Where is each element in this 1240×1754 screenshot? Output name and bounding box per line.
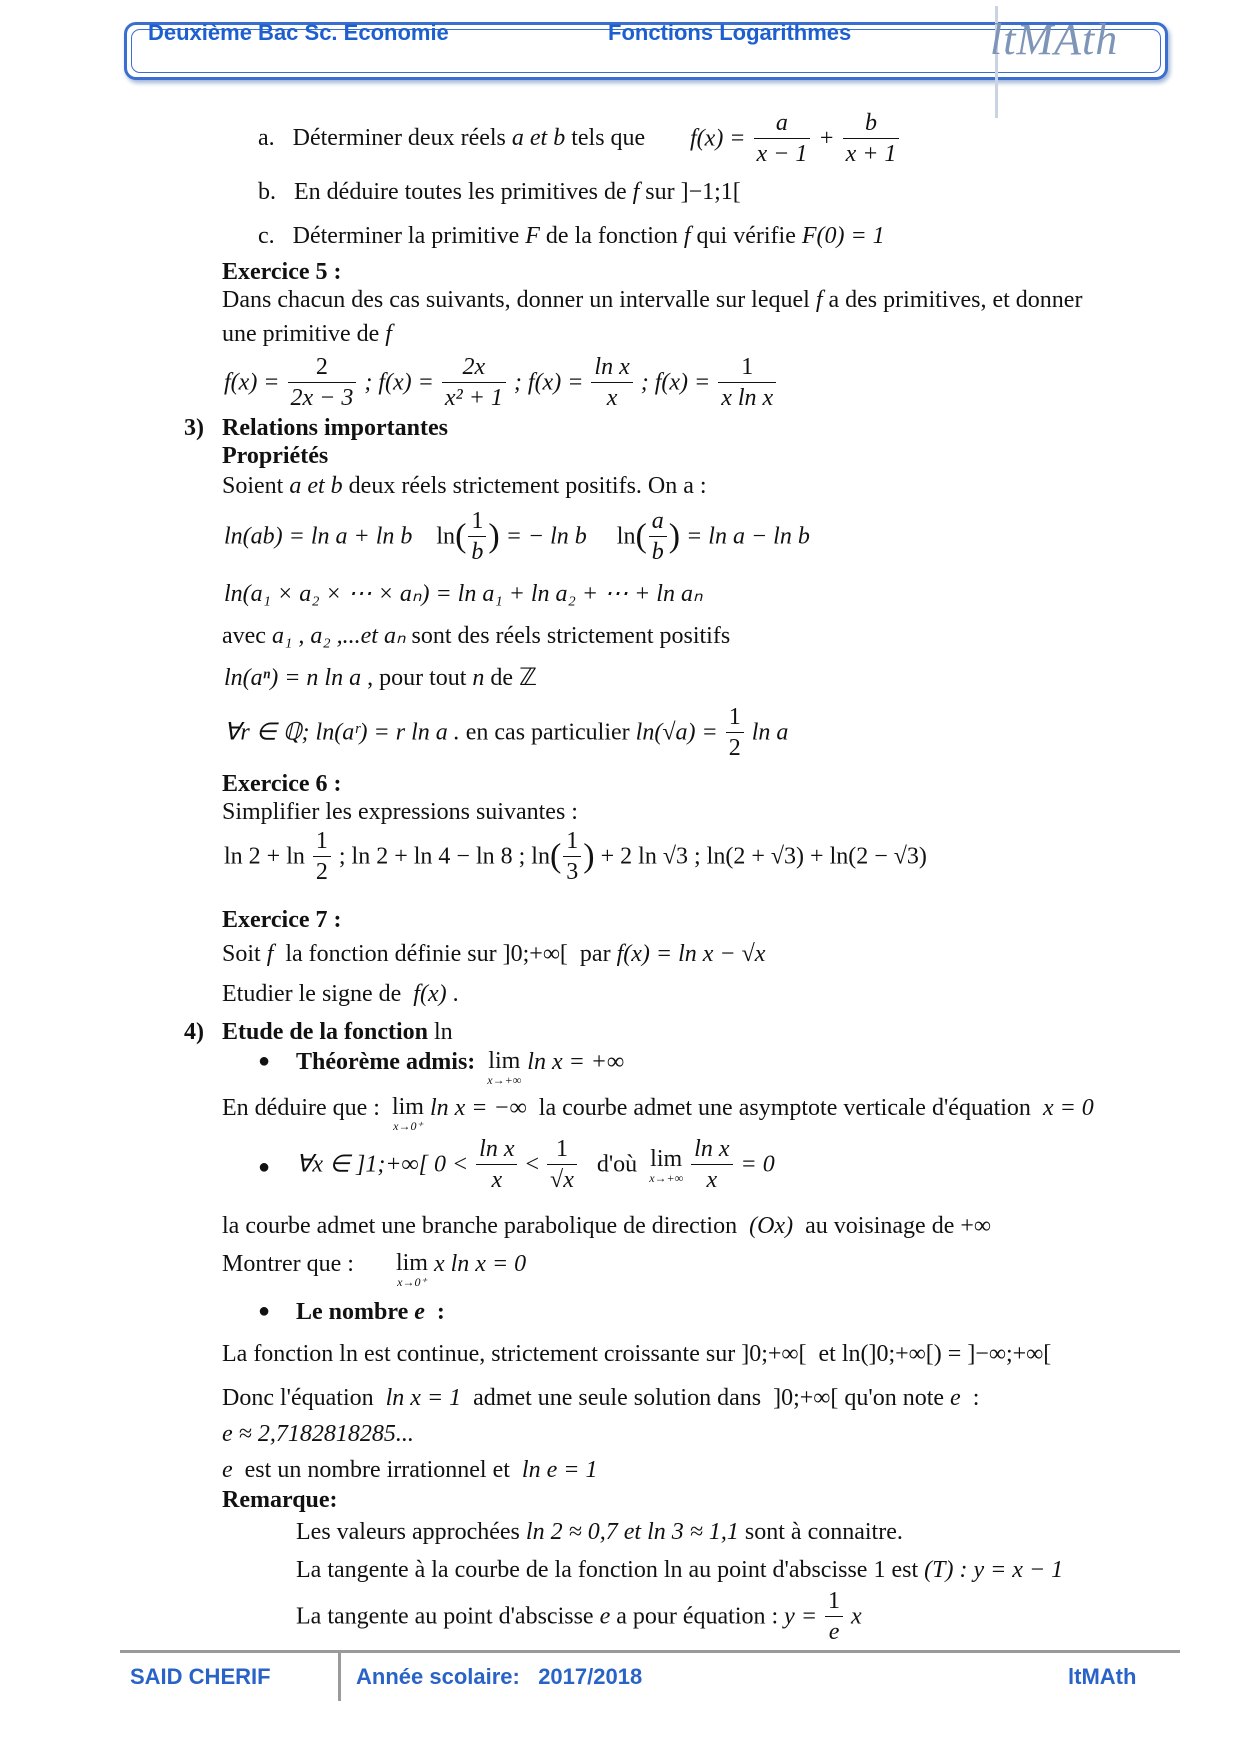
- ex7-line2: Etudier le signe de f(x) .: [222, 981, 459, 1007]
- ex5-title: Exercice 5 :: [222, 259, 342, 285]
- footer-divider: [120, 1650, 1180, 1653]
- section3-soient: Soient a et b deux réels strictement positifs. On a :: [222, 473, 707, 499]
- ex5-line2: une primitive de f: [222, 321, 392, 347]
- theorem-admitted: Théorème admis: lim x→+∞ ln x = +∞: [296, 1048, 625, 1087]
- show-limit: Montrer que : lim x→0⁺ x ln x = 0: [222, 1250, 527, 1289]
- deduce-limit: En déduire que : lim x→0⁺ ln x = −∞ la courbe admet une asymptote verticale d'équation x = 0: [222, 1094, 1094, 1133]
- header-class: Deuxième Bac Sc. Economie: [148, 20, 449, 45]
- ex6-title: Exercice 6 :: [222, 771, 342, 797]
- number-e-heading: Le nombre e :: [296, 1299, 445, 1325]
- ex6-line1: Simplifier les expressions suivantes :: [222, 799, 578, 825]
- ex4-item-c: c. Déterminer la primitive F de la fonction f qui vérifie F(0) = 1: [258, 223, 885, 249]
- section3-number: 3): [184, 415, 204, 441]
- section3-properties: Propriétés: [222, 443, 329, 469]
- footer-year: Année scolaire: 2017/2018: [356, 1664, 643, 1689]
- section3-rule-power: ln(aⁿ) = n ln a , pour tout n de ℤ: [224, 665, 537, 691]
- header-logo: ltMAth: [990, 15, 1119, 64]
- ex5-line1: Dans chacun des cas suivants, donner un intervalle sur lequel f a des primitives, et donner: [222, 287, 1083, 313]
- remark-tangent-e: La tangente au point d'abscisse e a pour équation : y = $\frac{1}{e}$ x: [296, 1588, 862, 1645]
- ex7-title: Exercice 7 :: [222, 907, 342, 933]
- ex7-line1: Soit f la fonction définie sur ]0;+∞[ par f(x) = ln x − √x: [222, 941, 766, 967]
- footer-author: SAID CHERIF: [130, 1664, 271, 1689]
- remark-approx: Les valeurs approchées ln 2 ≈ 0,7 et ln 3 ≈ 1,1 sont à connaitre.: [296, 1519, 903, 1545]
- equation-ln-one: Donc l'équation ln x = 1 admet une seule solution dans ]0;+∞[ qu'on note e :: [222, 1385, 980, 1411]
- ex4-item-b: b. En déduire toutes les primitives de f sur ]−1;1[: [258, 179, 741, 205]
- section4-number: 4): [184, 1019, 204, 1045]
- section4-title: Etude de la fonction ln: [222, 1019, 453, 1045]
- footer-brand: ltMAth: [1068, 1664, 1137, 1689]
- section3-avec: avec a₁ , a₂ ,...et aₙ sont des réels strictement positifs: [222, 623, 731, 649]
- parabolic-branch: la courbe admet une branche parabolique de direction (Ox) au voisinage de +∞: [222, 1213, 992, 1239]
- section3-rule-product: ln(a₁ × a₂ × ⋯ × aₙ) = ln a₁ + ln a₂ + ⋯ + ln aₙ: [224, 581, 703, 607]
- ex4-item-a-formula: f(x) = $\frac{a}{x - 1}$ + $\frac{b}{x + 1}$: [690, 108, 901, 169]
- bullet-icon: ●: [258, 1050, 271, 1072]
- ex6-expressions: ln 2 + ln $\frac{1}{2}$ ; ln 2 + ln 4 − ln 8 ; ln( $\frac{1}{3}$ ) + 2 ln √3 ; ln(2 + √3) + ln(2 − √3): [224, 828, 927, 885]
- e-value: e ≈ 2,7182818285...: [222, 1421, 414, 1447]
- ex4-item-a: a. Déterminer deux réels a et b tels que: [258, 125, 646, 151]
- ln-continuous: La fonction ln est continue, strictement croissante sur ]0;+∞[ et ln(]0;+∞[) = ]−∞;+∞[: [222, 1341, 1052, 1367]
- bullet-icon: ●: [258, 1300, 271, 1322]
- footer-separator: [338, 1653, 341, 1701]
- header-chapter: Fonctions Logarithmes: [608, 20, 852, 45]
- section3-rule-rational: ∀r ∈ ℚ; ln(aʳ) = r ln a . en cas particulier ln(√a) = $\frac{1}{2}$ ln a: [224, 704, 789, 761]
- bullet-inequality: ∀x ∈ ]1;+∞[ 0 < $\frac{\text{ln x}}{x}$ < $\frac{1}{√x}$ d'où lim x→+∞ $\frac{\text{ln x}}{x}$ = 0: [296, 1136, 775, 1193]
- ex5-functions: f(x) = $\frac{2}{2x - 3}$ ; f(x) = $\frac{2x}{\text{x² + 1}}$ ; f(x) = $\frac{\text{ln x}}{x}$ ; f(x) = $\frac{1}{\text{x ln x}}$: [224, 352, 778, 413]
- section3-rules-row1: ln(ab) = ln a + ln b ln( $\frac{1}{b}$ ) = − ln b ln( $\frac{a}{b}$ ) = ln a − ln b: [224, 508, 810, 565]
- bullet-icon: ●: [258, 1156, 271, 1178]
- e-irrational: e est un nombre irrationnel et ln e = 1: [222, 1457, 598, 1483]
- remark-title: Remarque:: [222, 1487, 338, 1513]
- remark-tangent-1: La tangente à la courbe de la fonction ln au point d'abscisse 1 est (T) : y = x − 1: [296, 1557, 1064, 1583]
- section3-title: Relations importantes: [222, 415, 448, 441]
